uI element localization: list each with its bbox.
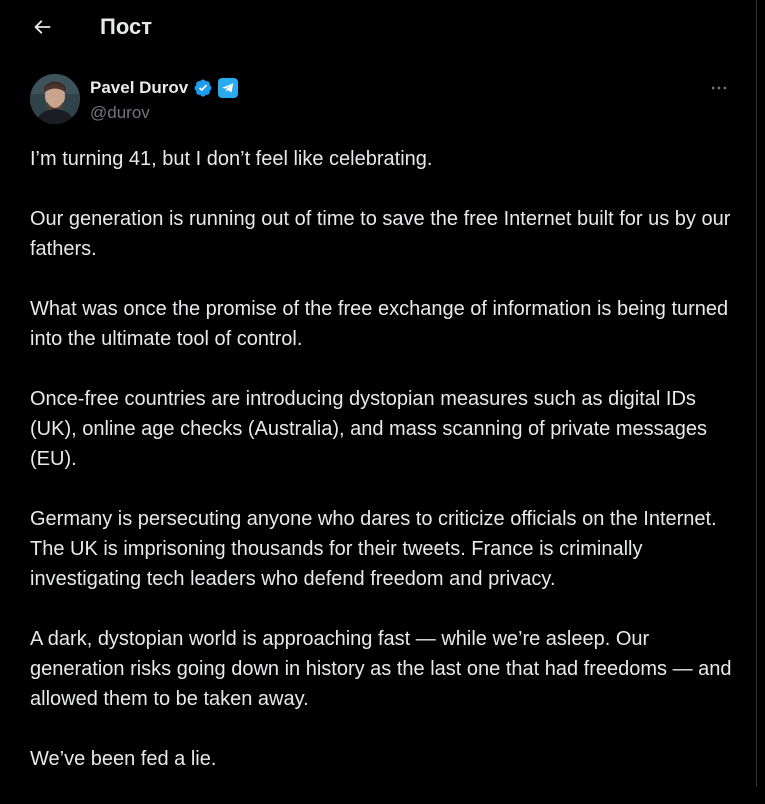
author-handle[interactable]: @durov [90,103,150,122]
tweet-paragraph: Germany is persecuting anyone who dares to criticize officials on the Internet. The UK is imprisoning thousands for their tweets. France is criminally investigating tech leaders who defend freedom and privacy. [30,508,717,590]
top-bar [0,0,757,53]
name-row [90,76,238,100]
tweet-paragraph: A dark, dystopian world is approaching fast — while we’re asleep. Our generation risks going down in history as the last one that had freedoms — and allowed them to be taken away. [30,628,732,710]
avatar[interactable] [30,74,80,124]
display-name[interactable]: Pavel Durov [90,78,189,97]
more-options-button[interactable] [702,74,736,102]
telegram-icon[interactable] [218,78,238,98]
more-horizontal-icon [709,78,729,98]
tweet-paragraph: I’m turning 41, but I don’t feel like celebrating. [30,148,433,170]
verified-badge-icon[interactable] [193,78,213,98]
tweet-paragraph: Once-free countries are introducing dystopian measures such as digital IDs (UK), online age checks (Australia), and mass scanning of private messages (EU). [30,388,707,470]
avatar-image [30,74,80,124]
telegram-plane-glyph [221,81,235,95]
back-button[interactable] [22,7,62,47]
tweet-paragraph: Our generation is running out of time to save the free Internet built for us by our fathers. [30,208,731,260]
arrow-left-icon [31,16,53,38]
tweet-paragraph: What was once the promise of the free exchange of information is being turned into the ultimate tool of control. [30,298,729,350]
author-row [30,74,740,124]
tweet-text [30,144,742,804]
page-title: Пост [100,14,152,39]
tweet-paragraph: We’ve been fed a lie. [30,748,217,770]
